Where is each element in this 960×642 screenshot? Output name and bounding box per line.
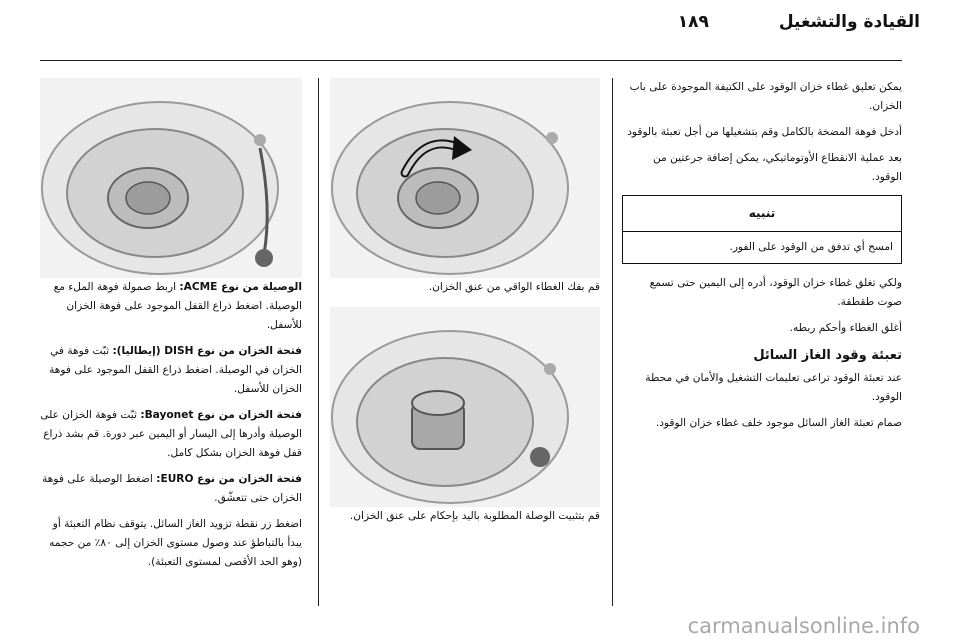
paragraph: ولكي تغلق غطاء خزان الوقود، أدره إلى اليمين حتى تسمع صوت طقطقة. (649, 277, 902, 308)
column-divider (318, 78, 319, 606)
adapter-euro-title: فتحة الخزان من نوع EURO: (156, 473, 302, 485)
notice-body: امسح أي تدفق من الوقود على الفور. (729, 241, 893, 253)
paragraph: أدخل فوهة المضخة بالكامل وقم بتشغيلها من أجل تعبئة بالوقود (627, 126, 902, 138)
header-rule (40, 60, 902, 61)
paragraph: يمكن تعليق غطاء خزان الوقود على الكتيفة الموجودة على باب الخزان. (629, 81, 902, 112)
paragraph: عند تعبئة الوقود تراعى تعليمات التشغيل والأمان في محطة الوقود. (645, 372, 902, 403)
adapter-dish-title: فتحة الخزان من نوع DISH (إيطاليا): (112, 345, 302, 357)
page-number: ١٨٩ (677, 12, 709, 32)
adapter-bayonet-body: ثبّت فوهة الخزان على الوصيلة وأدرها إلى اليسار أو اليمين عبر دورة. قم بشد ذراع قفل فوهة الخزان بشكل كامل. (40, 409, 302, 459)
notice-title: تنبيه (623, 196, 901, 232)
adapter-bayonet-title: فتحة الخزان من نوع Bayonet: (140, 409, 302, 421)
page-title: القيادة والتشغيل (778, 12, 920, 32)
notice-box (622, 195, 902, 264)
adapter-euro-body: اضغط الوصيلة على فوهة الخزان حتى تتعشّق. (42, 473, 302, 504)
adapter-acme-body: اربط صمولة فوهة الملء مع الوصيلة. اضغط ذراع القفل الموجود على فوهة الخزان للأسفل. (53, 281, 302, 331)
text-column-right (622, 78, 902, 440)
lpg-adapter-illustration (40, 78, 302, 278)
fuel-adapter-illustration (330, 307, 600, 507)
watermark: carmanualsonline.info (687, 614, 920, 638)
page-header (678, 12, 920, 32)
adapter-dish-body: ثبّت فوهة في الخزان في الوصيلة. اضغط ذراع القفل الموجود على فوهة الخزان للأسفل. (49, 345, 302, 395)
paragraph: صمام تعبئة الغاز السائل موجود خلف غطاء خزان الوقود. (655, 417, 902, 429)
adapter-acme-title: الوصيلة من نوع ACME: (179, 281, 302, 293)
figure-caption: قم بتثبيت الوصلة المطلوبة باليد بإحكام على عنق الخزان. (349, 510, 600, 522)
text-column-left (40, 78, 302, 579)
column-divider (612, 78, 613, 606)
figure-caption: قم بفك الغطاء الواقي من عنق الخزان. (428, 281, 600, 293)
paragraph: بعد عملية الانقطاع الأوتوماتيكي، يمكن إضافة جرعتين من الوقود. (652, 152, 902, 183)
paragraph: أغلق الغطاء وأحكم ربطه. (789, 322, 902, 334)
section-heading: تعبئة وقود الغاز السائل (753, 348, 902, 363)
paragraph: اضغط زر نقطة تزويد الغاز السائل. يتوقف نظام التعبئة أو يبدأ بالتباطؤ عند وصول مستوى الخزان إلى ٨٠٪ من حجمه (وهو الحد الأقصى لمستوى التعبئة). (49, 518, 302, 568)
figure-column-middle (330, 78, 600, 533)
fuel-filler-illustration (330, 78, 600, 278)
